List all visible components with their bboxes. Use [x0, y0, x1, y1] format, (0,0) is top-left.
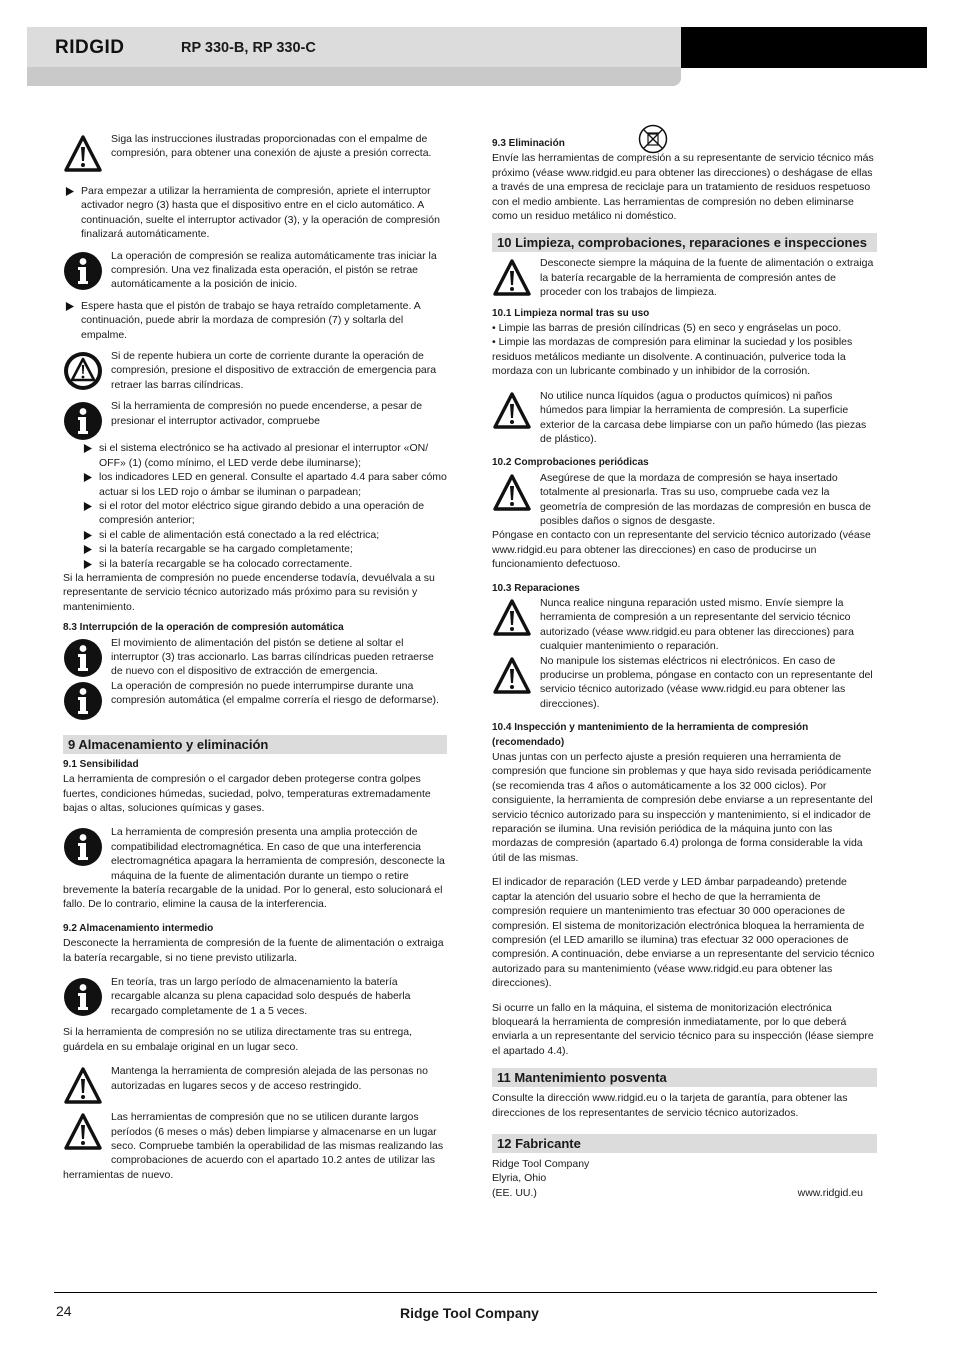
warning-triangle-icon [63, 134, 103, 174]
paragraph: Unas juntas con un perfecto ajuste a presión requieren una herramienta de compresión que funcione sin problemas y que haya sido revisada periódicamente (se recomienda tras 4 años o automáticamente a los 32 000 ciclos). Por consiguiente, la herramienta de compresión debe enviarse a un representante del servicio técnico autorizado para su inspección y mantenimiento, si el indicador de reparación se ilumina. Una revisión periódica de la máquina junto con las mordazas de compresión (apartado 6.4) prolonga de forma considerable la vida útil de las mismas. [492, 751, 873, 864]
page-number: 24 [56, 1303, 72, 1319]
check-item: si el sistema electrónico se ha activado al presionar el interruptor «ON/ OFF» (1) (como mínimo, el LED verde debe iluminarse); [63, 441, 447, 470]
footer-company: Ridge Tool Company [400, 1305, 539, 1321]
arrow-bullet-icon [83, 560, 92, 569]
info-icon [63, 977, 103, 1017]
subsection-title: 9.1 Sensibilidad [63, 758, 139, 770]
paragraph: Consulte la dirección www.ridgid.eu o la tarjeta de garantía, para obtener las direcciones de los representantes de servicio técnico autorizados. [492, 1092, 848, 1119]
info-icon [63, 251, 103, 291]
info-note [63, 249, 447, 292]
check-item: si el cable de alimentación está conectado a la red eléctrica; [63, 528, 447, 542]
info-note [63, 825, 447, 911]
arrow-bullet-icon [83, 502, 92, 511]
check-item: los indicadores LED en general. Consulte el apartado 4.4 para saber cómo actuar si los LED rojo o ámbar se iluminan o parpadean; [63, 470, 447, 499]
bullet-text: Espere hasta que el pistón de trabajo se haya retraído completamente. A continuación, puede abrir la mordaza de compresión (7) y soltarla del empalme. [81, 299, 421, 341]
subsection-title: 10.1 Limpieza normal tras su uso [492, 307, 650, 319]
warning-triangle-icon [492, 656, 532, 696]
info-note [63, 399, 447, 441]
bullet-text: • Limpie las barras de presión cilíndricas (5) en seco y engráselas un poco. [492, 322, 842, 335]
warning-note [492, 471, 877, 529]
warning-note [492, 596, 877, 654]
section-heading: 10 Limpieza, comprobaciones, reparaciones e inspecciones [492, 233, 877, 252]
note-text: Desconecte siempre la máquina de la fuente de alimentación o extraiga la batería recargable de la herramienta de compresión antes de proceder con los trabajos de limpieza. [540, 257, 874, 299]
note-text: En teoría, tras un largo período de almacenamiento la batería recargable alcanza su plena capacidad solo después de haberla recargado completamente de 1 a 5 veces. [111, 976, 411, 1017]
note-text: Nunca realice ninguna reparación usted mismo. Envíe siempre la herramienta de compresión a un representante del servicio técnico autorizado (véase www.ridgid.eu para obtener las direcciones) para cualquier mantenimiento o reparación. [540, 596, 855, 653]
note-text: Asegúrese de que la mordaza de compresión se haya insertado totalmente al presionarla. Tras su uso, compruebe cada vez la geometría de compresión de las mordazas de compresión en busca de posibles daños o signos de desgaste. [540, 471, 871, 527]
paragraph: Si ocurre un fallo en la máquina, el sistema de monitorización electrónica bloqueará la herramienta de compresión inmediatamente, por lo que deberá enviarla a un representante del servicio técnico para su inspección (léase siempre el apartado 4.4). [492, 1001, 874, 1057]
subsection-title: 9.2 Almacenamiento intermedio [63, 922, 214, 934]
emergency-icon [63, 351, 103, 391]
manufacturer-website: www.ridgid.eu [797, 1186, 863, 1199]
step-bullet [63, 299, 447, 342]
info-icon [63, 681, 103, 721]
warning-note [63, 132, 447, 174]
note-text: La operación de compresión se realiza automáticamente tras iniciar la compresión. Una vez finalizada esta operación, el pistón se retrae automáticamente a la posición de inicio. [111, 249, 437, 291]
section-heading: 11 Mantenimiento posventa [492, 1068, 877, 1087]
check-item: si el rotor del motor eléctrico sigue girando debido a una operación de compresión anterior; [63, 499, 447, 528]
warning-note [492, 654, 877, 712]
check-item: si la batería recargable se ha cargado completamente; [63, 542, 447, 556]
note-text: La operación de compresión no puede interrumpirse durante una compresión automática (el empalme correría el riesgo de deformarse). [111, 679, 439, 707]
manufacturer-row [492, 1186, 877, 1200]
warning-note [492, 256, 877, 299]
warning-triangle-icon [492, 598, 532, 638]
note-text: Mantenga la herramienta de compresión alejada de las personas no autorizadas en lugares secos y de acceso restringido. [111, 1065, 428, 1092]
subsection-title: 8.3 Interrupción de la operación de compresión automática [63, 622, 344, 634]
emergency-note [63, 349, 447, 392]
note-text: La herramienta de compresión presenta una amplia protección de compatibilidad electromagnética. En caso de que una interferencia electromagnética apagara la herramienta de compresión, desconecte la máquina de la fuente de alimentación durante un tiempo o retire brevemente la batería recargable de la unidad. Por lo general, esto solucionará el fallo. De lo contrario, elimine la causa de la interferencia. [63, 826, 445, 911]
note-text: Siga las instrucciones ilustradas proporcionadas con el empalme de compresión, para obtener una conexión de ajuste a presión correcta. [111, 133, 432, 160]
warning-triangle-icon [492, 258, 532, 298]
bullet-text: • Limpie las mordazas de compresión para eliminar la suciedad y los posibles residuos metálicos mediante un disolvente. A continuación, pulverice toda la mordaza con un lubricante combinado y un inhibidor de la corrosión. [492, 336, 853, 378]
info-note [63, 975, 447, 1018]
arrow-bullet-icon [83, 531, 92, 540]
arrow-bullet-icon [83, 444, 92, 453]
warning-note [63, 1110, 447, 1182]
header-black-block [681, 27, 927, 68]
note-text: Las herramientas de compresión que no se utilicen durante largos períodos (6 meses o más) deben limpiarse y almacenarse en un lugar seco. Compruebe también la operabilidad de las mismas realizando las comprobaciones de acuerdo con el apartado 10.2 antes de utilizar las herramientas de nuevo. [63, 1111, 444, 1181]
model-title: RP 330-B, RP 330-C [181, 40, 316, 56]
warning-triangle-icon [492, 391, 532, 431]
subsection-title: 10.2 Comprobaciones periódicas [492, 457, 649, 469]
ridgid-logo [54, 36, 150, 56]
note-text: Si la herramienta de compresión no puede encenderse, a pesar de presionar el interruptor activador, compruebe [111, 400, 423, 427]
arrow-bullet-icon [83, 473, 92, 482]
subsection-title: 10.4 Inspección y mantenimiento de la herramienta de compresión (recomendado) [492, 722, 809, 748]
arrow-bullet-icon [83, 545, 92, 554]
paragraph: El indicador de reparación (LED verde y LED ámbar parpadeando) pretende captar la atención del usuario sobre el hecho de que la herramienta de compresión requiere un mantenimiento tras efectuar 30 000 operaciones de compresión. El sistema de monitorización electrónica bloquea la herramienta de compresión (el LED amarillo se ilumina) tras efectuar 32 000 operaciones de compresión. A continuación, debe enviarse a un representante del servicio técnico autorizado para su mantenimiento (véase www.ridgid.eu para obtener las direcciones). [492, 876, 875, 990]
header-strip [27, 67, 681, 86]
note-text: Si de repente hubiera un corte de corriente durante la operación de compresión, presione el dispositivo de extracción de emergencia para retraer las barras cilíndricas. [111, 350, 437, 391]
section-heading: 9 Almacenamiento y eliminación [63, 735, 447, 754]
info-icon [63, 827, 103, 867]
warning-triangle-icon [63, 1066, 103, 1106]
paragraph: Si la herramienta de compresión no puede encenderse todavía, devuélvala a su representante de servicio técnico autorizado más próximo para su revisión y mantenimiento. [63, 571, 435, 613]
warning-triangle-icon [63, 1112, 103, 1152]
arrow-bullet-icon [65, 302, 74, 311]
section-heading: 12 Fabricante [492, 1134, 877, 1153]
right-column [492, 137, 877, 1200]
arrow-bullet-icon [65, 187, 74, 196]
info-icon [63, 401, 103, 441]
step-bullet [63, 184, 447, 242]
left-column [63, 132, 447, 1182]
paragraph: Envíe las herramientas de compresión a su representante de servicio técnico más próximo (véase www.ridgid.eu para obtener las direcciones) o deshágase de ellas a través de una empresa de reciclaje para un tratamiento de residuos respetuoso con el medio ambiente. Las herramientas de compresión no deben eliminarse como un residuo metálico ni doméstico. [492, 152, 874, 223]
subsection-title: 10.3 Reparaciones [492, 582, 580, 594]
check-item: si la batería recargable se ha colocado correctamente. [63, 557, 447, 571]
paragraph: La herramienta de compresión o el cargador deben protegerse contra golpes fuertes, condiciones húmedas, suciedad, polvo, temperaturas extremadamente bajas o altas, soluciones químicas y gases. [63, 773, 431, 814]
paragraph: Póngase en contacto con un representante del servicio técnico autorizado (véase www.ridgid.eu para obtener las direcciones) en caso de producirse un funcionamiento defectuoso. [492, 529, 871, 571]
info-note [63, 679, 447, 721]
warning-note [492, 389, 877, 447]
manufacturer-city: Elyria, Ohio [492, 1172, 547, 1185]
paragraph: Si la herramienta de compresión no se utiliza directamente tras su entrega, guárdela en su embalaje original en un lugar seco. [63, 1026, 413, 1053]
warning-triangle-icon [492, 473, 532, 513]
note-text: No manipule los sistemas eléctricos ni electrónicos. En caso de producirse un problema, póngase en contacto con un representante del servicio técnico autorizado (véase www.ridgid.eu para obtener las direcciones). [540, 654, 873, 710]
bullet-text: Para empezar a utilizar la herramienta de compresión, apriete el interruptor activador negro (3) hasta que el dispositivo entre en el ciclo automático. A continuación, suelte el interruptor activador (3), y la operación de compresión finalizará automáticamente. [81, 185, 440, 241]
svg-text:RIDGID: RIDGID [55, 37, 125, 56]
manufacturer-country: (EE. UU.) [492, 1186, 537, 1199]
note-text: El movimiento de alimentación del pistón se detiene al soltar el interruptor (3) tras accionarlo. Las barras cilíndricas pueden retraerse de nuevo con el dispositivo de extracción de emergencia. [111, 636, 434, 678]
info-icon [63, 638, 103, 678]
subsection-title: 9.3 Eliminación [492, 138, 565, 149]
manufacturer-name: Ridge Tool Company [492, 1157, 590, 1170]
footer-rule [54, 1292, 877, 1293]
paragraph: Desconecte la herramienta de compresión de la fuente de alimentación o extraiga la batería recargable, si no tiene previsto utilizarla. [63, 937, 444, 964]
info-note [63, 636, 447, 679]
warning-note [63, 1064, 447, 1106]
note-text: No utilice nunca líquidos (agua o productos químicos) ni paños húmedos para limpiar la herramienta de compresión. La superficie exterior de la carcasa debe limpiarse con un paño húmedo (las piezas de plástico). [540, 389, 867, 445]
